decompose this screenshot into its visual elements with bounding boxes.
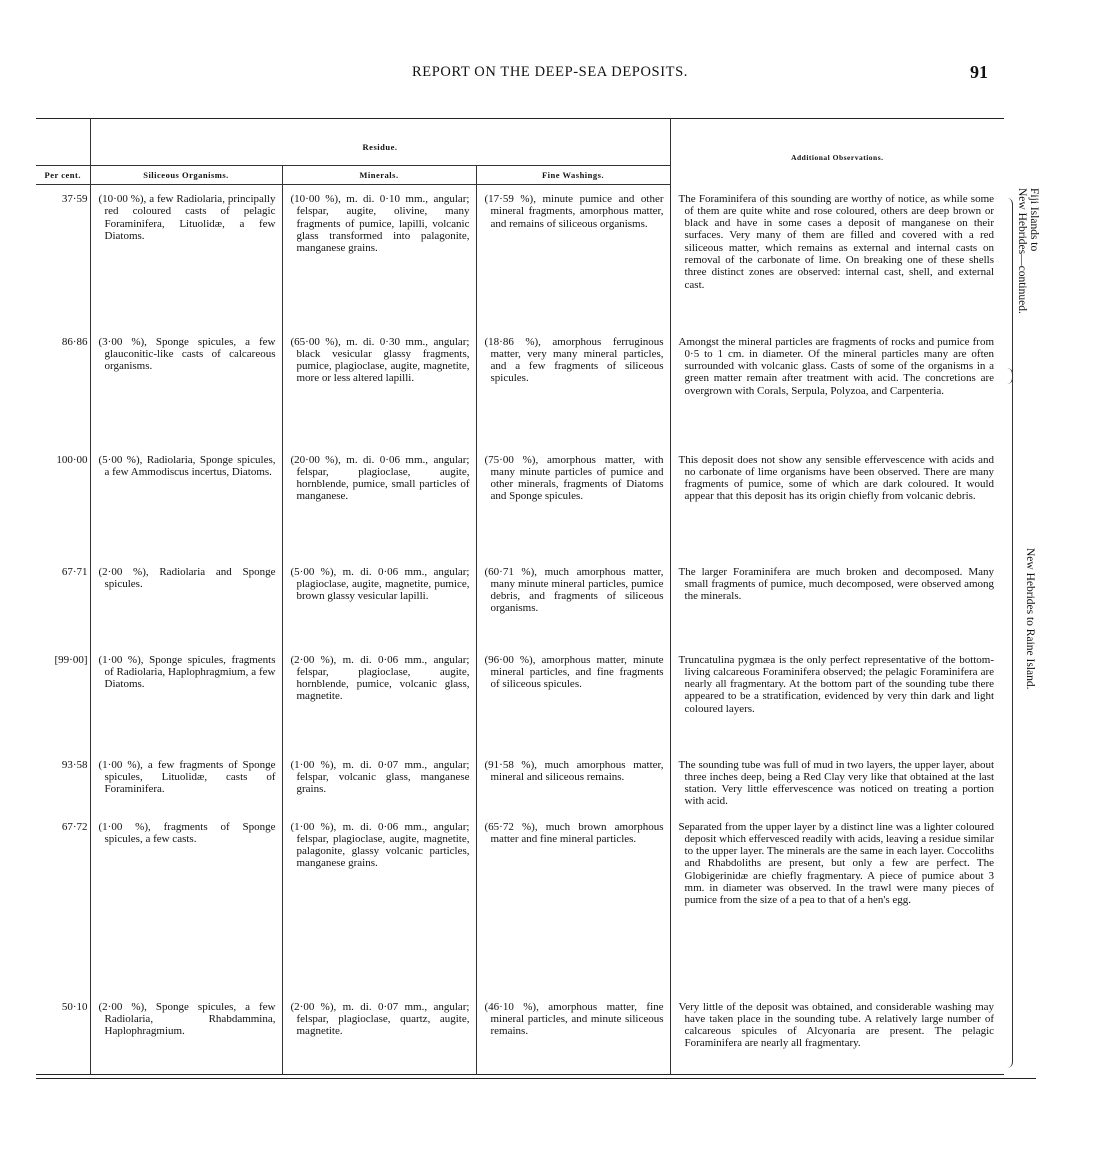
siliceous-cell: (1·00 %), Sponge spicules, fragments of Radiolaria, Haplophragmium, a few Diatoms. <box>98 653 276 691</box>
route-label-line-1: Fiji Islands to <box>1028 188 1040 252</box>
siliceous-cell: (10·00 %), a few Radiolaria, principally red coloured casts of pelagic Foraminifera, Lituolidæ, a few Diatoms. <box>98 193 276 242</box>
page-number: 91 <box>970 62 988 82</box>
route-label-fiji-new-hebrides <box>1016 188 1040 388</box>
minerals-cell: (20·00 %), m. di. 0·06 mm., angular; felspar, plagioclase, augite, hornblende, pumice, small particles of manganese. <box>290 453 470 503</box>
table-row <box>36 185 1004 328</box>
minerals-cell: (1·00 %), m. di. 0·07 mm., angular; felspar, volcanic glass, manganese grains. <box>290 758 470 796</box>
table-row <box>36 993 1004 1075</box>
additional-observations-cell: The Foraminifera of this sounding are worthy of notice, as while some of them are quite white and rose coloured, others are deep brown or black and have in some cases a deposit of manganese on their surfaces. Very many of them are filled and covered with a red siliceous matter, which remains as external and internal casts on removal of the carbonate of lime. On breaking one of these shells three distinct zones are observed: internal cast, shell, and external cast. <box>678 192 995 291</box>
header-residue: Residue. <box>90 119 670 166</box>
minerals-cell: (65·00 %), m. di. 0·30 mm., angular; black vesicular glassy fragments, pumice, plagioclase, augite, magnetite, more or less altered lapilli. <box>290 335 470 385</box>
minerals-cell: (10·00 %), m. di. 0·10 mm., angular; felspar, augite, olivine, many fragments of pumice, lapilli, volcanic glass transformed into palagonite, manganese grains. <box>290 193 470 255</box>
siliceous-cell: (2·00 %), Radiolaria and Sponge spicules. <box>98 565 276 590</box>
header-fine-washings: Fine Washings. <box>476 166 670 185</box>
header-siliceous-organisms: Siliceous Organisms. <box>90 166 282 185</box>
additional-observations-cell: The larger Foraminifera are much broken and decomposed. Many small fragments of pumice, much decomposed, were observed among the minerals. <box>678 565 995 603</box>
additional-observations-cell: The sounding tube was full of mud in two layers, the upper layer, about three inches deep, being a Red Clay very like that obtained at the last station. Very little effervescence was noticed on treating a portion with acid. <box>678 758 995 808</box>
per-cent-cell: 93·58 <box>61 758 88 771</box>
additional-observations-cell: Very little of the deposit was obtained, and considerable washing may have taken place in the sounding tube. A relatively large number of calcareous spicules of Alcyonaria are present. The pelagic Foraminifera are nearly all fragmentary. <box>678 1000 995 1050</box>
siliceous-cell: (1·00 %), a few fragments of Sponge spicules, Lituolidæ, casts of Foraminifera. <box>98 758 276 796</box>
minerals-cell: (2·00 %), m. di. 0·07 mm., angular; felspar, plagioclase, quartz, augite, magnetite. <box>290 1000 470 1038</box>
minerals-cell: (2·00 %), m. di. 0·06 mm., angular; felspar, plagioclase, augite, hornblende, pumice, volcanic glass, magnetite. <box>290 653 470 703</box>
header-additional-observations: Additional Observations. <box>670 119 1004 185</box>
route-label-new-hebrides-raine: New Hebrides to Raine Island. <box>1024 548 1036 690</box>
per-cent-cell: 100·00 <box>56 453 88 466</box>
table-row <box>36 558 1004 646</box>
additional-observations-cell: Separated from the upper layer by a distinct line was a lighter coloured deposit which effervesced readily with acids, leaving a residue similar to the upper layer. The minerals are the same in each layer. Coccoliths and Rhabdoliths are present, but only a few are perfect. The Globigerinidæ are chiefly fragmentary. A piece of pumice about 3 mm. in diameter was observed. In the trawl were many pieces of pumice from the size of a pea to that of a hen's egg. <box>678 820 995 907</box>
additional-observations-cell: This deposit does not show any sensible effervescence with acids and no carbonate of lime organisms have been observed. There are many fragments of pumice, some of which are dark coloured. It would appear that this deposit has its origin chiefly from volcanic debris. <box>678 453 995 503</box>
fine-washings-cell: (75·00 %), amorphous matter, with many minute particles of pumice and other minerals, fragments of Diatoms and Sponge spicules. <box>484 453 664 503</box>
fine-washings-cell: (17·59 %), minute pumice and other mineral fragments, amorphous matter, and remains of siliceous organisms. <box>484 193 664 230</box>
table-row <box>36 446 1004 558</box>
table-row <box>36 751 1004 813</box>
running-title: REPORT ON THE DEEP-SEA DEPOSITS. <box>411 64 688 80</box>
table-row <box>36 328 1004 446</box>
header-spacer <box>36 119 90 166</box>
fine-washings-cell: (65·72 %), much brown amorphous matter and fine mineral particles. <box>484 820 664 845</box>
route-sidebar <box>1004 118 1044 1078</box>
fine-washings-cell: (91·58 %), much amorphous matter, mineral and siliceous remains. <box>484 758 664 783</box>
per-cent-cell: 67·72 <box>61 820 88 833</box>
route-label-line-2: New Hebrides—continued. <box>1016 188 1028 314</box>
additional-observations-cell: Amongst the mineral particles are fragments of rocks and pumice from 0·5 to 1 cm. in diameter. Of the mineral particles many are often surrounded with volcanic glass. Casts of some of the organisms in a green matter remain after treatment with acid. The concretions are overgrown with Corals, Serpula, Polyzoa, and Carpenteria. <box>678 335 995 397</box>
per-cent-cell: 67·71 <box>61 565 88 578</box>
header-minerals: Minerals. <box>282 166 476 185</box>
minerals-cell: (1·00 %), m. di. 0·06 mm., angular; felspar, plagioclase, augite, magnetite, palagonite, glassy volcanic particles, manganese grains. <box>290 820 470 870</box>
fine-washings-cell: (96·00 %), amorphous matter, minute mineral particles, and fine fragments of siliceous spicules. <box>484 653 664 691</box>
per-cent-cell: 86·86 <box>61 335 88 348</box>
fine-washings-cell: (46·10 %), amorphous matter, fine mineral particles, and minute siliceous remains. <box>484 1000 664 1038</box>
route-brace-1 <box>1004 198 1013 384</box>
siliceous-cell: (1·00 %), fragments of Sponge spicules, a few casts. <box>98 820 276 845</box>
additional-observations-cell: Truncatulina pygmæa is the only perfect representative of the bottom-living calcareous Foraminifera observed; the pelagic Foraminifera are nearly all fragmentary. At the bottom part of the sounding tube there appeared to be a stratification, evidenced by very thin dark and light coloured layers. <box>678 653 995 715</box>
per-cent-cell: 50·10 <box>61 1000 88 1013</box>
table-row <box>36 813 1004 993</box>
page-header <box>0 62 1100 92</box>
fine-washings-cell: (18·86 %), amorphous ferruginous matter, very many mineral particles, and a few fragments of siliceous spicules. <box>484 335 664 385</box>
route-brace-2 <box>1004 368 1013 1068</box>
per-cent-cell: 37·59 <box>61 193 88 205</box>
header-per-cent: Per cent. <box>36 166 90 185</box>
minerals-cell: (5·00 %), m. di. 0·06 mm., angular; plagioclase, augite, magnetite, pumice, brown glassy vesicular lapilli. <box>290 565 470 603</box>
siliceous-cell: (2·00 %), Sponge spicules, a few Radiolaria, Rhabdammina, Haplophragmium. <box>98 1000 276 1038</box>
per-cent-cell: [99·00] <box>54 653 88 666</box>
deposits-table <box>36 118 1004 1075</box>
table-row <box>36 646 1004 751</box>
bottom-rule <box>36 1078 1036 1079</box>
siliceous-cell: (3·00 %), Sponge spicules, a few glauconitic-like casts of calcareous organisms. <box>98 335 276 373</box>
siliceous-cell: (5·00 %), Radiolaria, Sponge spicules, a few Ammodiscus incertus, Diatoms. <box>98 453 276 478</box>
fine-washings-cell: (60·71 %), much amorphous matter, many minute mineral particles, pumice debris, and fragments of siliceous organisms. <box>484 565 664 615</box>
deposits-table-wrap <box>36 118 1004 1078</box>
